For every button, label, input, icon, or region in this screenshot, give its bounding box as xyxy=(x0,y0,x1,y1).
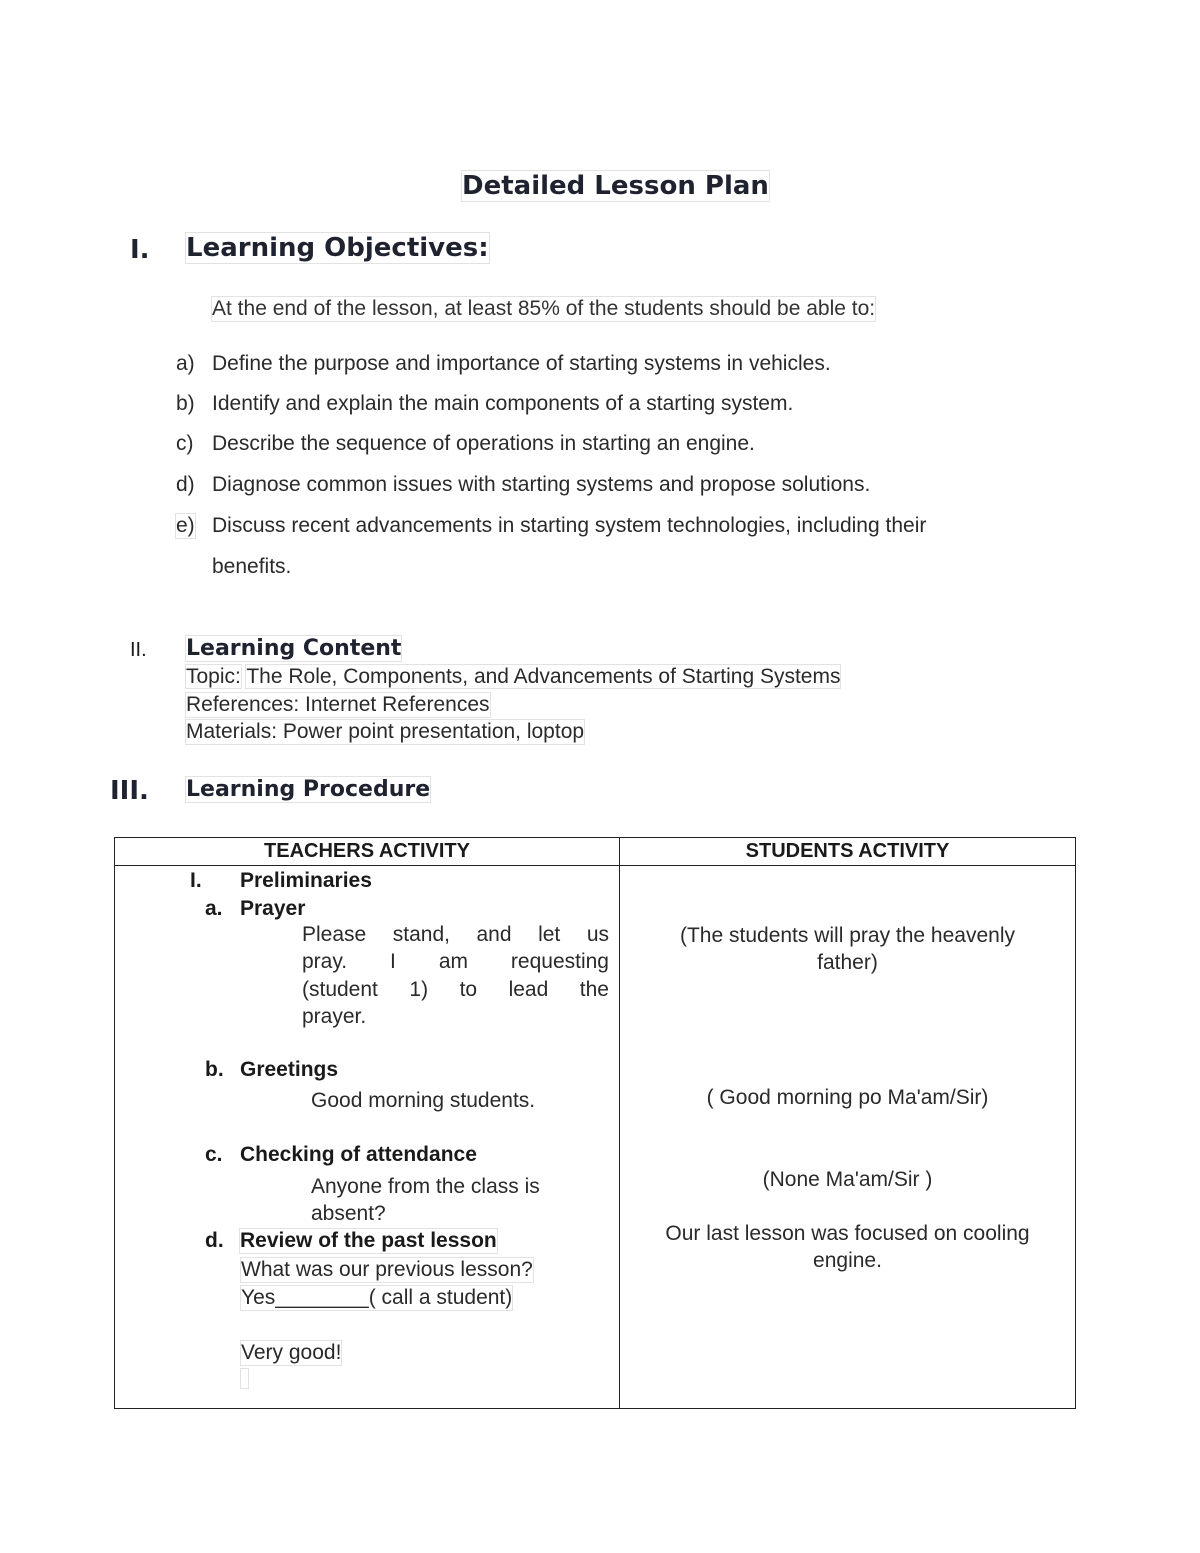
section-1-title: Learning Objectives: xyxy=(186,233,489,263)
objectives-intro: At the end of the lesson, at least 85% of the students should be able to: xyxy=(212,297,876,320)
section-2-number: II. xyxy=(130,639,147,661)
greetings-letter: b. xyxy=(205,1058,224,1081)
section-1-number: I. xyxy=(130,235,150,265)
prayer-student-line-1: (The students will pray the heavenly xyxy=(679,924,1015,947)
preliminaries-title: Preliminaries xyxy=(240,869,372,892)
attendance-teacher-line-1: Anyone from the class is xyxy=(311,1175,540,1198)
objective-c-text: Describe the sequence of operations in starting an engine. xyxy=(212,432,755,455)
review-question-1: What was our previous lesson? xyxy=(241,1258,533,1281)
review-student-response xyxy=(620,1220,1075,1274)
review-title: Review of the past lesson xyxy=(240,1229,497,1252)
prayer-teacher-text xyxy=(302,921,609,1030)
greetings-title: Greetings xyxy=(240,1058,339,1081)
objective-b-text: Identify and explain the main components of a starting system. xyxy=(212,392,794,415)
text-cursor-placeholder xyxy=(241,1369,248,1388)
attendance-teacher-line-2: absent? xyxy=(311,1202,386,1225)
prayer-line-4: prayer. xyxy=(302,1004,367,1028)
header-students-activity: STUDENTS ACTIVITY xyxy=(745,840,950,862)
header-rule xyxy=(115,865,1075,866)
objective-b-letter: b) xyxy=(176,392,195,415)
attendance-letter: c. xyxy=(205,1143,223,1166)
header-teachers-activity: TEACHERS ACTIVITY xyxy=(264,840,470,862)
preliminaries-number: I. xyxy=(190,869,202,892)
prayer-title: Prayer xyxy=(240,897,306,920)
section-3-number: III. xyxy=(110,776,149,806)
review-student-line-2: engine. xyxy=(813,1249,882,1272)
topic-value: The Role, Components, and Advancements of Starting Systems xyxy=(246,665,841,688)
topic-line xyxy=(186,665,840,689)
prayer-line-2: pray. I am requesting xyxy=(302,950,609,974)
prayer-line-3: (student 1) to lead the xyxy=(302,977,609,1001)
objective-d-letter: d) xyxy=(176,473,195,496)
section-2-title: Learning Content xyxy=(186,636,402,661)
greetings-student-response: ( Good morning po Ma'am/Sir) xyxy=(706,1086,989,1109)
objective-d-text: Diagnose common issues with starting systems and propose solutions. xyxy=(212,473,871,496)
review-question-3: Very good! xyxy=(241,1341,342,1364)
materials-line: Materials: Power point presentation, loptop xyxy=(186,720,585,743)
review-question-2: Yes________( call a student) xyxy=(241,1286,513,1309)
prayer-letter: a. xyxy=(205,897,223,920)
lesson-procedure-table xyxy=(114,837,1076,1409)
attendance-student-response: (None Ma'am/Sir ) xyxy=(762,1168,933,1191)
document-title: Detailed Lesson Plan xyxy=(462,171,769,201)
review-student-line-1: Our last lesson was focused on cooling xyxy=(665,1222,1030,1245)
objective-a-text: Define the purpose and importance of starting systems in vehicles. xyxy=(212,352,831,375)
objective-e-text: Discuss recent advancements in starting system technologies, including their xyxy=(212,514,927,537)
prayer-student-line-2: father) xyxy=(817,951,878,974)
prayer-line-1: Please stand, and let us xyxy=(302,923,609,946)
objective-e-letter: e) xyxy=(176,514,195,537)
section-3-title: Learning Procedure xyxy=(186,777,431,802)
attendance-title: Checking of attendance xyxy=(240,1143,477,1166)
review-letter: d. xyxy=(205,1229,224,1252)
prayer-student-response xyxy=(620,922,1075,976)
objective-e-text-continued: benefits. xyxy=(212,555,292,578)
objective-c-letter: c) xyxy=(176,432,194,455)
references-line: References: Internet References xyxy=(186,693,490,716)
objective-a-letter: a) xyxy=(176,352,195,375)
greetings-teacher-text: Good morning students. xyxy=(311,1089,536,1112)
topic-label: Topic: xyxy=(186,665,241,688)
